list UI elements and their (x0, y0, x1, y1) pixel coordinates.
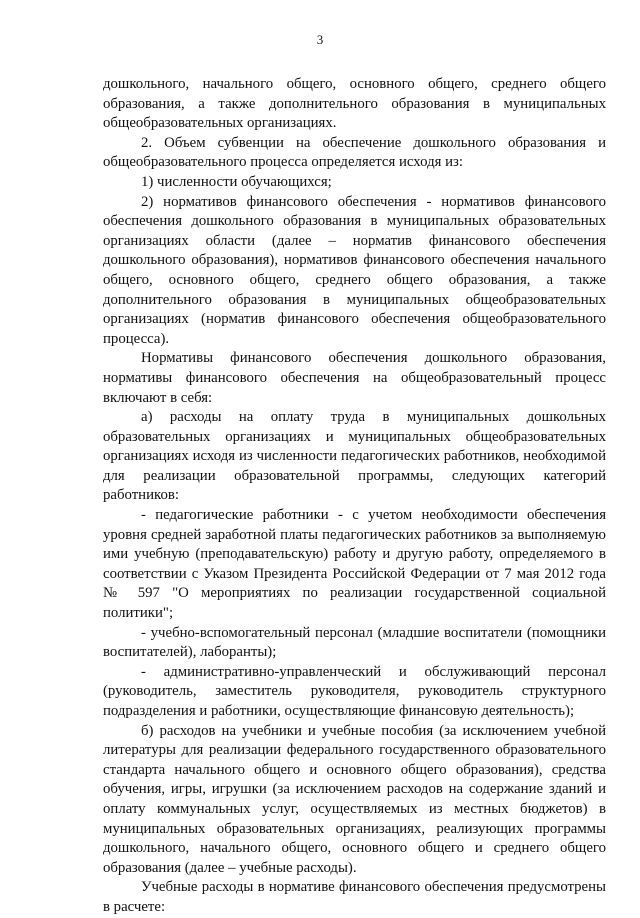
paragraph: а) расходы на оплату труда в муниципальных дошкольных образовательных организациях и муниципальных общеобразовательных организациях исходя из численности педагогических работников, необходимой для реализации образовательной программы, следующих категорий работников: (103, 409, 606, 504)
paragraph: дошкольного, начального общего, основного общего, среднего общего образования, а также дополнительного образования в муниципальных общеобразовательных организациях. (103, 76, 606, 132)
paragraph: 1) численности обучающихся; (141, 173, 332, 190)
page-number: 3 (316, 32, 324, 47)
paragraph: - педагогические работники - с учетом необходимости обеспечения уровня средней заработной платы педагогических работников за выполняемую ими учебную (преподавательскую) работу и другую работу, определяемого в соответствии с Указом Президента Российской Федерации от 7 мая 2012 года № 597 "О мероприятиях по реализации государственной социальной политики"; (103, 507, 606, 622)
paragraph: 2) нормативов финансового обеспечения - нормативов финансового обеспечения дошкольного образования в муниципальных образовательных организациях области (далее – норматив финансового обеспечения дошкольного образования), нормативов финансового обеспечения начального общего, основного общего, среднего общего образования, а также дополнительного образования в муниципальных общеобразовательных организациях (норматив финансового обеспечения общеобразовательного процесса). (103, 193, 606, 347)
paragraph: Учебные расходы в нормативе финансового обеспечения предусмотрены в расчете: (103, 879, 606, 915)
document-body (103, 75, 606, 918)
paragraph: б) расходов на учебники и учебные пособия (за исключением учебной литературы для реализации федерального государственного образовательного стандарта начального общего и основного общего образования), средства обучения, игры, игрушки (за исключением расходов на содержание зданий и оплату коммунальных услуг, осуществляемых из местных бюджетов) в муниципальных образовательных организациях, реализующих программы дошкольного, начального общего, основного общего и среднего общего образования (далее – учебные расходы). (103, 722, 606, 876)
paragraph: - административно-управленческий и обслуживающий персонал (руководитель, заместитель руководителя, руководитель структурного подразделения и работники, осуществляющие финансовую деятельность); (103, 663, 606, 719)
paragraph: 2. Объем субвенции на обеспечение дошкольного образования и общеобразовательного процесса определяется исходя из: (103, 134, 606, 171)
paragraph: Нормативы финансового обеспечения дошкольного образования, нормативы финансового обеспечения на общеобразовательный процесс включают в себя: (103, 350, 606, 406)
paragraph: - учебно-вспомогательный персонал (младшие воспитатели (помощники воспитателей), лаборанты); (103, 624, 606, 661)
